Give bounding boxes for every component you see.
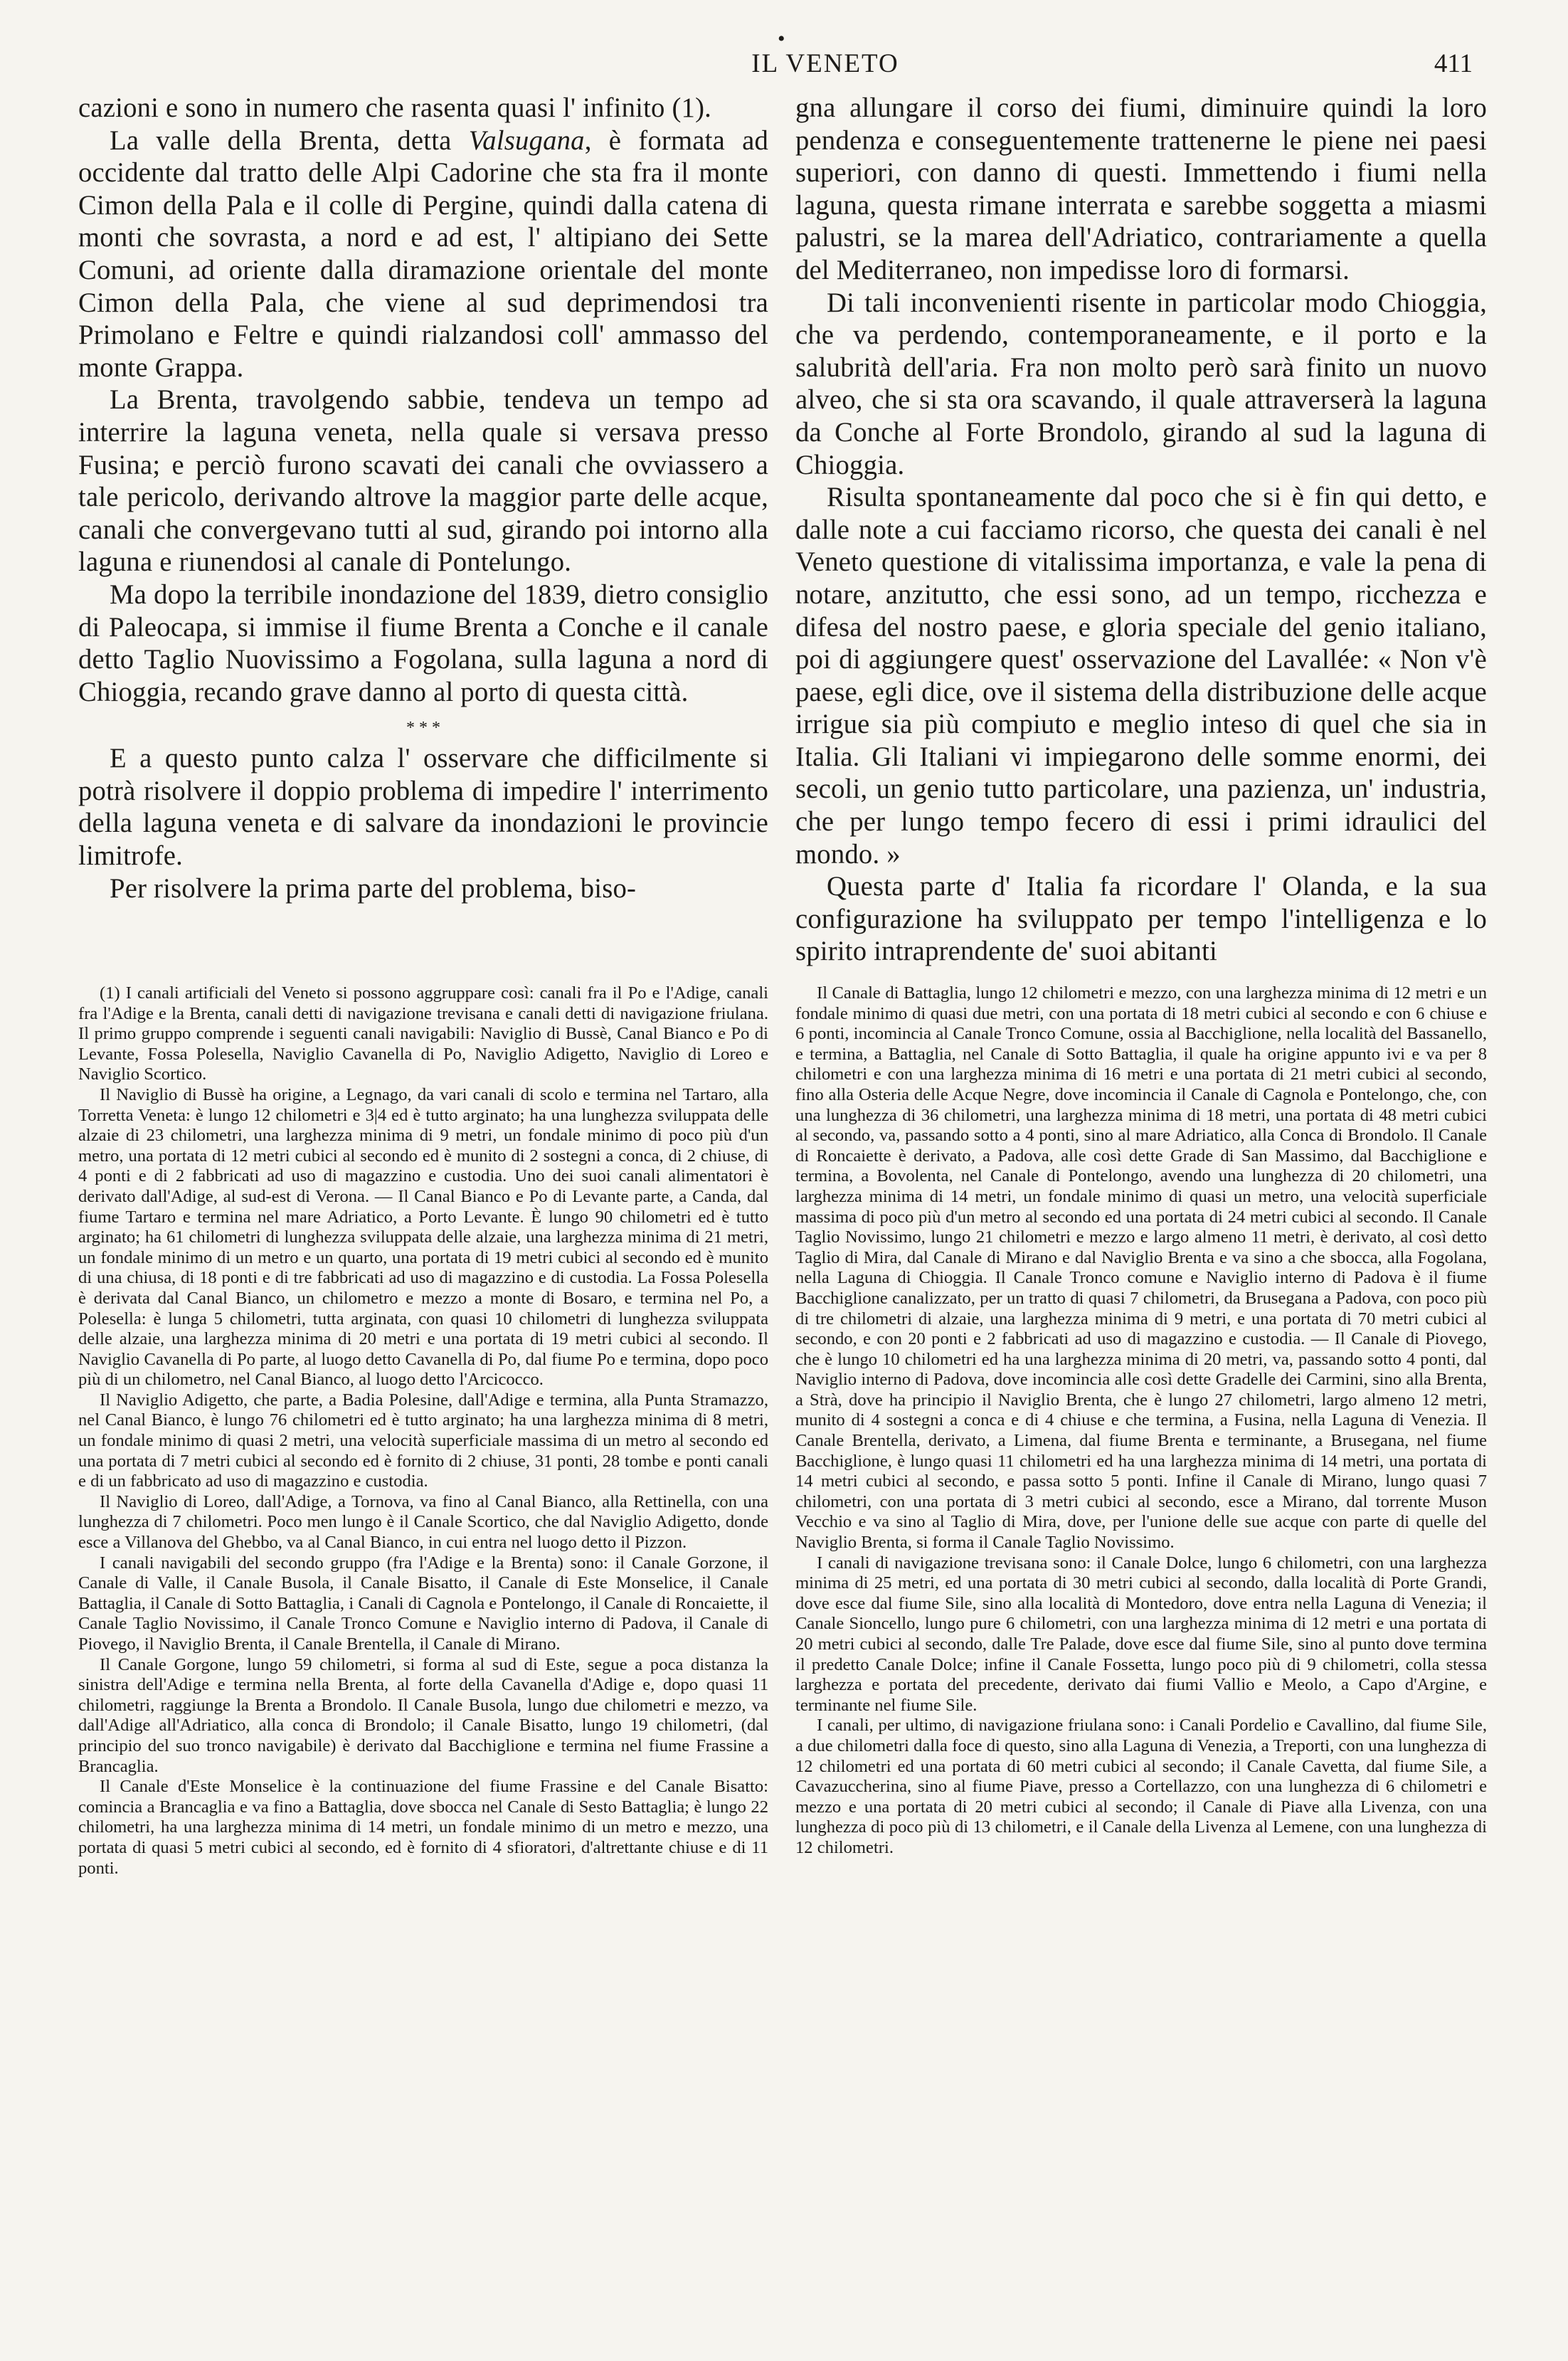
footnote-paragraph: I canali navigabili del secondo gruppo (fra l'Adige e la Brenta) sono: il Canale Gorzone, il Canale di Valle, il Canale Busola, il Canale Bisatto, il Canale di Este Monselice, il Canale Battaglia, il Canale di Sotto Battaglia, i Canali di Cagnola e Pontelongo, il Canale di Roncaiette, il Canale Taglio Novissimo, il Canale Tronco Comune e Naviglio interno di Padova, il Canale di Piovego, il Naviglio Brenta, il Canale Brentella, il Canale di Mirano. (78, 1553, 768, 1654)
footnote-paragraph: Il Canale di Battaglia, lungo 12 chilometri e mezzo, con una larghezza minima di 12 metri e un fondale minimo di quasi due metri, con una portata di 18 metri cubici al secondo e con 6 chiuse e 6 ponti, incomincia al Canale Tronco Comune, ossia al Bacchiglione, nella località del Bassanello, e termina, a Battaglia, nel Canale di Sotto Battaglia, il quale ha origine appunto ivi e va per 8 chilometri e con una larghezza minima di 16 metri e una portata di 21 metri cubici al secondo, fino alla Osteria delle Acque Negre, dove incomincia il Canale di Cagnola e Pontelongo, che, con una lunghezza di 36 chilometri, una larghezza minima di 18 metri, una portata di 48 metri cubici al secondo, va, passando sotto a 4 ponti, sino al mare Adriatico, alla Conca di Brondolo. Il Canale di Roncaiette è derivato, a Padova, alle così dette Grade di San Massimo, dal Bacchiglione e termina, a Bovolenta, nel Canale di Pontelongo, avendo una lunghezza di 20 chilometri, una larghezza minima di 14 metri, un fondale minimo di quasi un metro, una velocità superficiale massima di poco più d'un metro al secondo ed una portata di 24 metri cubici al secondo. Il Canale Taglio Novissimo, lungo 21 chilometri e mezzo e largo almeno 11 metri, è derivato, al così detto Taglio di Mira, dal Canale di Mirano e dal Naviglio Brenta e va sino a che sbocca, alla Fogolana, nella Laguna di Chioggia. Il Canale Tronco comune e Naviglio interno di Padova è il fiume Bacchiglione canalizzato, per un tratto di quasi 7 chilometri, da Brusegana a Padova, con poco più di tre chilometri di alzaie, una larghezza minima di 9 metri, e una portata di 70 metri cubici al secondo, e con 20 ponti e 2 fabbricati ad uso di magazzino e custodia. — Il Canale di Piovego, che è lungo 10 chilometri ed ha una larghezza minima di 20 metri, va, passando sotto 4 ponti, dal Naviglio interno di Padova, dove incomincia alle così dette Gradelle dei Carmini, sino alla Brenta, a Strà, dove ha principio il Naviglio Brenta, che è lungo 27 chilometri, largo almeno 12 metri, munito di 4 sostegni a conca e di 4 chiuse e che termina, a Fusina, nella Laguna di Venezia. Il Canale Brentella, derivato, a Limena, dal fiume Brenta e terminante, a Brusegana, nel fiume Bacchiglione, è lungo quasi 11 chilometri ed ha una larghezza minima di 14 metri, una portata di 14 metri cubici al secondo, e passa sotto 5 ponti. Infine il Canale di Mirano, lungo quasi 7 chilometri, con una portata di 3 metri cubici al secondo, esce a Mirano, dal torrente Muson Vecchio e va sino al Taglio di Mira, dove, per l'unione delle sue acque con parte di quelle del Naviglio Brenta, si forma il Canale Taglio Novissimo. (795, 983, 1487, 1553)
footnote-paragraph: Il Canale Gorgone, lungo 59 chilometri, si forma al sud di Este, segue a poca distanza la sinistra dell'Adige e termina nella Brenta, al forte della Cavanella d'Adige e, dopo quasi 11 chilometri, raggiunge la Brenta a Brondolo. Il Canale Busola, lungo due chilometri e mezzo, va dall'Adige all'Adriatico, alla conca di Brondolo; il Canale Bisatto, lungo 19 chilometri, (dal principio del suo tronco navigabile) è derivato dal Bacchiglione e termina nel fiume Frassine a Brancaglia. (78, 1654, 768, 1776)
footnote-paragraph: Il Naviglio di Bussè ha origine, a Legnago, da vari canali di scolo e termina nel Tartaro, alla Torretta Veneta: è lungo 12 chilometri e 3|4 ed è tutto arginato; ha una lunghezza sviluppata delle alzaie di 23 chilometri, una larghezza minima di 9 metri, un fondale minimo di poco più d'un metro, una portata di 12 metri cubici al secondo ed è munito di 2 sostegni a conca, di 2 chiuse, di 4 ponti e di 2 fabbricati ad uso di magazzino e custodia. Uno dei suoi canali alimentatori è derivato dall'Adige, al sud-est di Verona. — Il Canal Bianco e Po di Levante parte, a Canda, dal fiume Tartaro e termina nel mare Adriatico, a Porto Levante. È lungo 90 chilometri ed è tutto arginato; ha 61 chilometri di lunghezza sviluppata delle alzaie, una larghezza minima di 21 metri, un fondale minimo di un metro e un quarto, una portata di 19 metri cubici al secondo ed è munito di una chiusa, di 18 ponti e di tre fabbricati ad uso di magazzino e di custodia. La Fossa Polesella è derivata dal Canal Bianco, un chilometro e mezzo a monte di Bosaro, e termina nel Po, a Polesella: è lunga 5 chilometri, tutta arginata, con quasi 10 chilometri di lunghezza sviluppata delle alzaie, una larghezza minima di 20 metri e una portata di 19 metri cubici al secondo. Il Naviglio Cavanella di Po parte, al luogo detto Cavanella di Po, dal fiume Po e termina, dopo poco più di un chilometro, nel Canal Bianco, al luogo detto l'Arcicocco. (78, 1084, 768, 1390)
paragraph: Risulta spontaneamente dal poco che si è fin qui detto, e dalle note a cui facciamo ricorso, che questa dei canali è nel Veneto questione di vitalissima importanza, e vale la pena di notare, anzitutto, che essi sono, ad un tempo, ricchezza e difesa del nostro paese, e gloria speciale del genio italiano, poi di aggiungere quest' osservazione del Lavallée: « Non v'è paese, egli dice, ove il sistema della distribuzione delle acque irrigue sia più compiuto e meglio inteso di quel che sia in Italia. Gli Italiani vi impiegarono delle somme enormi, dei secoli, un genio tutto particolare, una pazienza, un' industria, che per lungo tempo fecero di essi i primi idraulici del mondo. » (795, 482, 1487, 870)
footnotes-right (795, 983, 1487, 1859)
footnote-paragraph: Il Naviglio Adigetto, che parte, a Badia Polesine, dall'Adige e termina, alla Punta Stramazzo, nel Canal Bianco, è lungo 76 chilometri ed è tutto arginato; ha una larghezza minima di 8 metri, un fondale minimo di quasi 2 metri, una velocità superficiale massima di un metro al secondo ed una portata di 7 metri cubici al secondo ed è fornito di 2 chiuse, 31 ponti, 28 tombe e ponti canali e di un fabbricato ad uso di magazzino e custodia. (78, 1390, 768, 1491)
left-column (78, 93, 768, 905)
footnote-paragraph: (1) I canali artificiali del Veneto si possono aggruppare così: canali fra il Po e l'Adige, canali fra l'Adige e la Brenta, canali detti di navigazione trevisana e canali detti di navigazione friulana. Il primo gruppo comprende i seguenti canali navigabili: Naviglio di Bussè, Canal Bianco e Po di Levante, Fossa Polesella, Naviglio Cavanella di Po, Naviglio Adigetto, Naviglio di Loreo e Naviglio Scortico. (78, 983, 768, 1084)
paragraph: Ma dopo la terribile inondazione del 1839, dietro consiglio di Paleocapa, si immise il fiume Brenta a Conche e il canale detto Taglio Nuovissimo a Fogolana, sulla laguna a nord di Chioggia, recando grave danno al porto di questa città. (78, 579, 768, 707)
paragraph (78, 125, 768, 385)
text-run: La valle della Brenta, detta (110, 125, 469, 156)
top-ornament-dot: • (778, 27, 785, 51)
section-break-stars: * * * (406, 719, 440, 738)
running-title: IL VENETO (751, 49, 899, 78)
paragraph: E a questo punto calza l' osservare che difficilmente si potrà risolvere il doppio problema di impedire l' interrimento della laguna veneta e di salvare da inondazioni le provincie limitrofe. (78, 744, 768, 872)
footnote-paragraph: I canali di navigazione trevisana sono: il Canale Dolce, lungo 6 chilometri, con una larghezza minima di 25 metri, ed una portata di 30 metri cubici al secondo, dalla località di Porte Grandi, dove esce dal fiume Sile, sino alla località di Montedoro, dove entra nella Laguna di Venezia; il Canale Sioncello, lungo pure 6 chilometri, con una larghezza minima di 12 metri e una portata di 20 metri cubici al secondo, dalle Tre Palade, dove esce dal fiume Sile, sino al punto dove termina il predetto Canale Dolce; infine il Canale Fossetta, lungo poco più di 9 chilometri, colla stessa larghezza e portata del precedente, derivato dai fiumi Vallio e Meolo, a Capo d'Argine, e terminante nel fiume Sile. (795, 1553, 1487, 1715)
footnote-paragraph: Il Naviglio di Loreo, dall'Adige, a Tornova, va fino al Canal Bianco, alla Rettinella, con una lunghezza di 7 chilometri. Poco men lungo è il Canale Scortico, che dal Naviglio Adigetto, donde esce a Villanova del Ghebbo, va al Canal Bianco, in cui entra nel luogo detto il Pizzon. (78, 1491, 768, 1553)
paragraph: Per risolvere la prima parte del problema, biso- (110, 873, 637, 904)
text-run: , è formata ad occidente dal tratto delle Alpi Cadorine che sta fra il monte Cimon della Pala e il colle di Pergine, quindi dalla catena di monti che sovrasta, a nord e ad est, l' altipiano dei Sette Comuni, ad oriente dalla diramazione orientale del monte Cimon della Pala, che viene al sud deprimendosi tra Primolano e Feltre e quindi rialzandosi coll' ammasso del monte Grappa. (78, 125, 768, 383)
paragraph: gna allungare il corso dei fiumi, diminuire quindi la loro pendenza e conseguentemente trattenerne le piene nei paesi superiori, con danno di questi. Immettendo i fiumi nella laguna, questa rimane interrata e sarebbe soggetta a miasmi palustri, se la marea dell'Adriatico, contrariamente a quella del Mediterraneo, non impedisse loro di formarsi. (795, 93, 1487, 285)
paragraph: cazioni e sono in numero che rasenta quasi l' infinito (1). (78, 93, 712, 123)
footnote-paragraph: Il Canale d'Este Monselice è la continuazione del fiume Frassine e del Canale Bisatto: comincia a Brancaglia e va fino a Battaglia, dove sbocca nel Canale di Sesto Battaglia; è lungo 22 chilometri, ha una larghezza minima di 14 metri, un fondale minimo di un metro e mezzo, una portata di quasi 5 metri cubici al secondo, ed è fornito di 4 sfioratori, d'altrettante chiuse e di 11 ponti. (78, 1777, 768, 1878)
paragraph: Questa parte d' Italia fa ricordare l' Olanda, e la sua configurazione ha sviluppato per tempo l'intelligenza e lo spirito intraprendente de' suoi abitanti (795, 872, 1487, 967)
footnote-paragraph: I canali, per ultimo, di navigazione friulana sono: i Canali Pordelio e Cavallino, dal fiume Sile, a due chilometri dalla foce di questo, sino alla Laguna di Venezia, a Treporti, con una lunghezza di 12 chilometri ed una portata di 60 metri cubici al secondo; il Canale Cavetta, dal fiume Sile, a Cavazuccherina, sino al fiume Piave, presso a Cortellazzo, con una lunghezza di 6 chilometri e mezzo e una portata di 20 metri cubici al secondo; il Canale di Piave alla Livenza, con una lunghezza di poco più di 13 chilometri, e il Canale della Livenza al Lemene, con una lunghezza di 12 chilometri. (795, 1716, 1487, 1857)
right-column (795, 93, 1487, 968)
paragraph: La Brenta, travolgendo sabbie, tendeva un tempo ad interrire la laguna veneta, nella quale si versava presso Fusina; e perciò furono scavati dei canali che ovviassero a tale pericolo, derivando altrove la maggior parte delle acque, canali che convergevano tutti al sud, girando poi intorno alla laguna e riunendosi al canale di Pontelungo. (78, 385, 768, 578)
italic-term: Valsugana (468, 125, 585, 156)
footnotes-left (78, 983, 768, 1879)
page-number: 411 (1434, 49, 1473, 78)
paragraph: Di tali inconvenienti risente in particolar modo Chioggia, che va perdendo, contemporaneamente, e il porto e la salubrità dell'aria. Fra non molto però sarà finito un nuovo alveo, che si sta ora scavando, il quale attraverserà la laguna da Conche al Forte Brondolo, girando al sud la laguna di Chioggia. (795, 287, 1487, 480)
